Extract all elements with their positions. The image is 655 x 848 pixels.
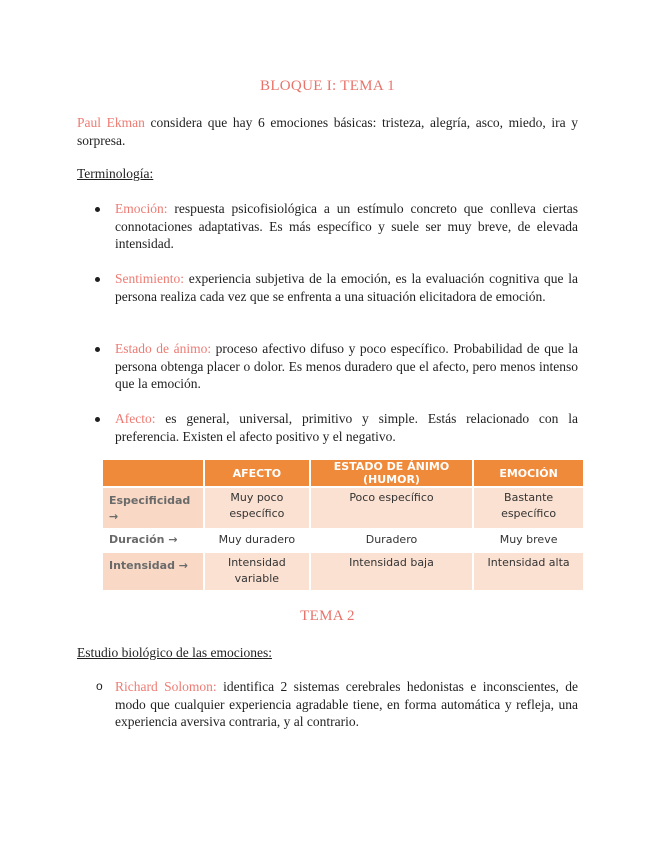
bullet-term: Afecto: — [115, 411, 156, 426]
table-header-row — [103, 460, 584, 487]
table-row — [103, 487, 584, 529]
bullet-emocion — [115, 200, 578, 253]
table-cell: Muy poco específico — [204, 487, 310, 529]
table-header-cell: AFECTO — [204, 460, 310, 487]
hollow-bullet-icon: o — [96, 679, 103, 693]
bullet-dot-icon — [95, 347, 100, 352]
table-row-label: Intensidad → — [103, 552, 204, 590]
bullet-estado-animo — [115, 340, 578, 393]
tema1-heading: BLOQUE I: TEMA 1 — [260, 78, 395, 94]
table-row-label: Especificidad → — [103, 487, 204, 529]
table-cell: Intensidad alta — [473, 552, 584, 590]
table-cell: Intensidad variable — [204, 552, 310, 590]
table-cell: Duradero — [310, 529, 473, 552]
table-cell: Intensidad baja — [310, 552, 473, 590]
bullet-sentimiento — [115, 270, 578, 305]
table-cell: Bastante específico — [473, 487, 584, 529]
tema2-heading: TEMA 2 — [300, 608, 355, 624]
bullet-term: Estado de ánimo: — [115, 341, 212, 356]
bullet-term: Richard Solomon: — [115, 679, 217, 694]
table-header-cell: ESTADO DE ÁNIMO (HUMOR) — [310, 460, 473, 487]
bullet-richard-solomon — [96, 678, 578, 731]
bullet-text: es general, universal, primitivo y simple. Estás relacionado con la preferencia. Existen el afecto positivo y el negativo. — [115, 411, 578, 444]
bullet-text: experiencia subjetiva de la emoción, es la evaluación cognitiva que la persona realiza cada vez que se enfrenta a una situación elicitadora de emoción. — [115, 271, 578, 304]
table-row-label: Duración → — [103, 529, 204, 552]
bullet-term: Sentimiento: — [115, 271, 184, 286]
bullet-text: proceso afectivo difuso y poco específico. Probabilidad de que la persona obtenga placer o dolor. Es menos duradero que el afecto, pero menos intenso que la emoción. — [115, 341, 578, 391]
bullet-text: identifica 2 sistemas cerebrales hedonistas e inconscientes, de modo que cualquier experiencia agradable tiene, en forma automática y refleja, una experiencia aversiva contraria, y al contrario. — [115, 679, 578, 729]
intro-paragraph — [77, 114, 578, 149]
bullet-text: respuesta psicofisiológica a un estímulo concreto que conlleva ciertas connotaciones adaptativas. Es más específico y suele ser muy breve, de elevada intensidad. — [115, 201, 578, 251]
intro-author: Paul Ekman — [77, 115, 145, 130]
table-row — [103, 529, 584, 552]
bullet-dot-icon — [95, 207, 100, 212]
tema2-section-title: Estudio biológico de las emociones: — [77, 645, 272, 660]
table-header-cell — [103, 460, 204, 487]
intro-text: considera que hay 6 emociones básicas: tristeza, alegría, asco, miedo, ira y sorpresa. — [77, 115, 578, 148]
table-cell: Poco específico — [310, 487, 473, 529]
bullet-afecto — [115, 410, 578, 445]
table-cell: Muy breve — [473, 529, 584, 552]
terminologia-title: Terminología: — [77, 166, 154, 181]
comparison-table — [103, 460, 585, 590]
bullet-dot-icon — [95, 277, 100, 282]
bullet-dot-icon — [95, 417, 100, 422]
bullet-term: Emoción: — [115, 201, 168, 216]
table-row — [103, 552, 584, 590]
table-header-cell: EMOCIÓN — [473, 460, 584, 487]
table-cell: Muy duradero — [204, 529, 310, 552]
